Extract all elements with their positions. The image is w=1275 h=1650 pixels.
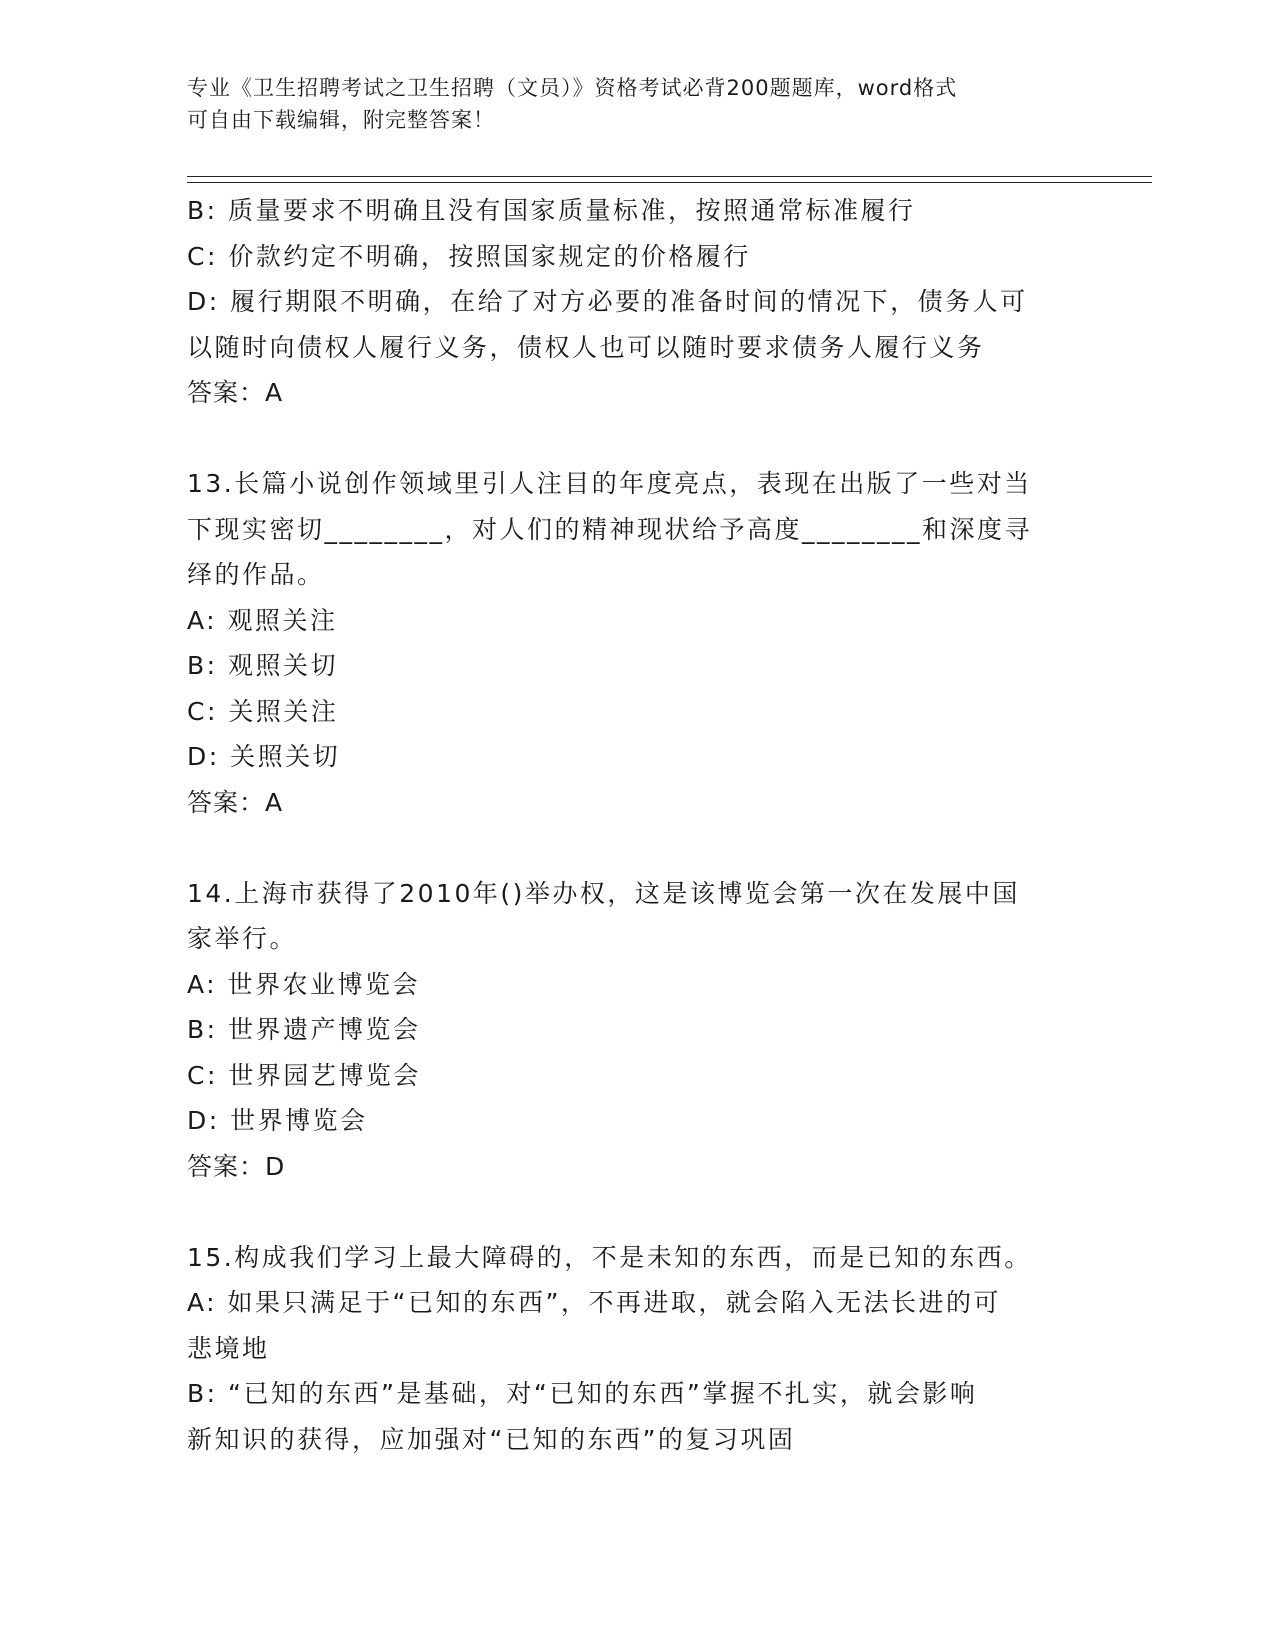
q14-option-a: A: 世界农业博览会 [187, 969, 421, 999]
prev-answer: 答案：A [187, 378, 284, 407]
q14-option-c: C: 世界园艺博览会 [187, 1060, 421, 1090]
header-divider [187, 176, 1152, 183]
q15-option-a-line-2: 悲境地 [187, 1333, 270, 1363]
q15-stem-line-1: 15.构成我们学习上最大障碍的，不是未知的东西，而是已知的东西。 [187, 1242, 1032, 1272]
spacer [187, 825, 1067, 871]
q13-option-c: C: 关照关注 [187, 696, 339, 726]
q15-option-a-line-1: A: 如果只满足于“已知的东西”，不再进取，就会陷入无法长进的可 [187, 1288, 1001, 1317]
prev-option-d-line-1: D: 履行期限不明确，在给了对方必要的准备时间的情况下，债务人可 [187, 287, 1028, 316]
prev-option-c: C: 价款约定不明确，按照国家规定的价格履行 [187, 241, 751, 271]
q13-option-b: B: 观照关切 [187, 651, 339, 680]
q14-stem-line-1: 14.上海市获得了2010年()举办权，这是该博览会第一次在发展中国 [187, 878, 1020, 908]
document-header [187, 72, 1067, 136]
spacer [187, 416, 1067, 462]
q15-option-b-line-2: 新知识的获得，应加强对“已知的东西”的复习巩固 [187, 1424, 796, 1454]
q14-option-d: D: 世界博览会 [187, 1106, 368, 1135]
q13-option-d: D: 关照关切 [187, 742, 341, 771]
q14-stem-line-2: 家举行。 [187, 924, 298, 953]
q13-stem-line-3: 绎的作品。 [187, 560, 325, 589]
q14-option-b: B: 世界遗产博览会 [187, 1015, 421, 1044]
document-body [187, 188, 1067, 1462]
q15-option-b-line-1: B: “已知的东西”是基础，对“已知的东西”掌握不扎实，就会影响 [187, 1379, 978, 1408]
q13-answer: 答案：A [187, 787, 284, 817]
q13-option-a: A: 观照关注 [187, 605, 338, 635]
prev-option-d-line-2: 以随时向债权人履行义务，债权人也可以随时要求债务人履行义务 [187, 332, 985, 362]
header-title-line-2: 可自由下载编辑，附完整答案！ [187, 108, 495, 132]
q14-answer: 答案：D [187, 1151, 286, 1181]
header-title-line-1: 专业《卫生招聘考试之卫生招聘（文员）》资格考试必背200题题库，word格式 [187, 76, 958, 100]
spacer [187, 1189, 1067, 1235]
prev-option-b: B: 质量要求不明确且没有国家质量标准，按照通常标准履行 [187, 196, 916, 225]
q13-stem-line-2: 下现实密切________，对人们的精神现状给予高度________和深度寻 [187, 514, 1033, 544]
q13-stem-line-1: 13.长篇小说创作领域里引人注目的年度亮点，表现在出版了一些对当 [187, 469, 1032, 498]
